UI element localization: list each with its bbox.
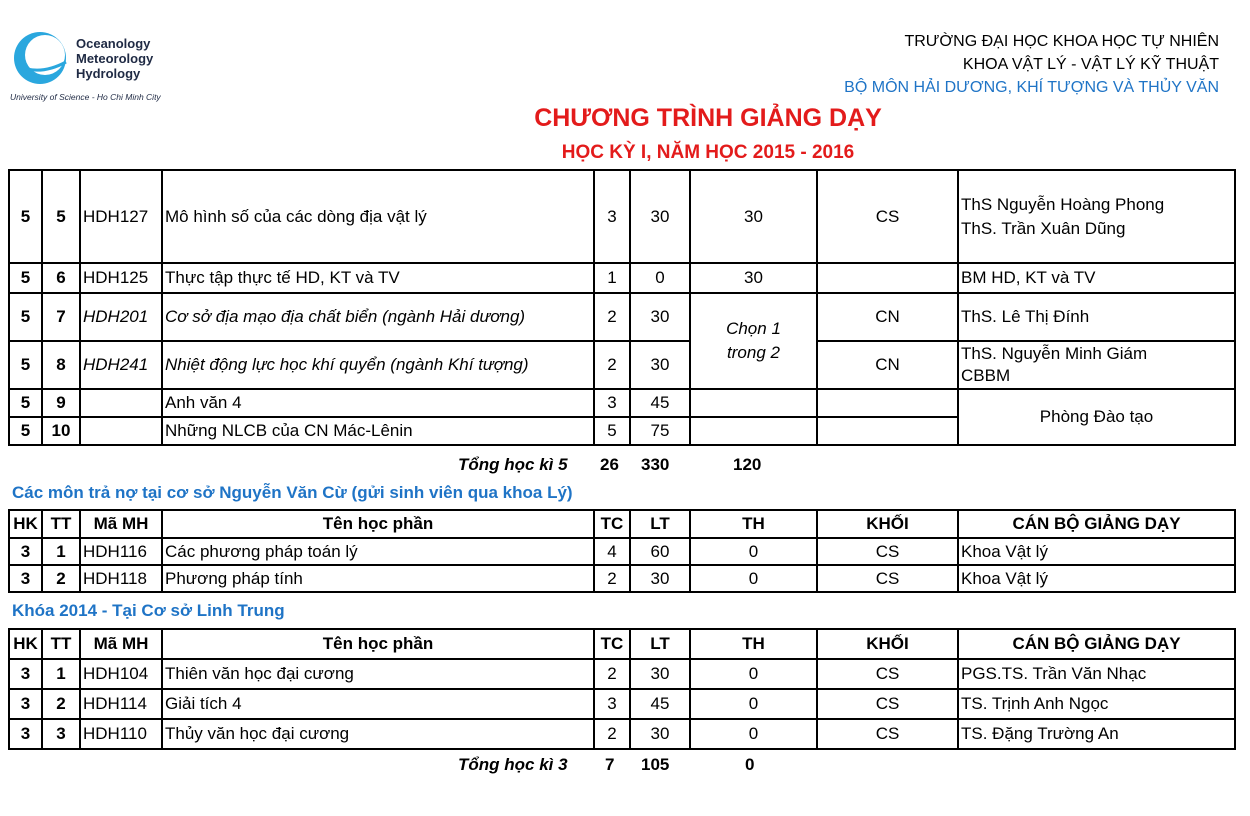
khoi-cell: CS — [817, 689, 958, 719]
hk-cell: 3 — [9, 659, 42, 689]
cohort-2014-table — [8, 628, 1236, 750]
header-tt: TT — [42, 510, 80, 538]
code-cell: HDH116 — [80, 538, 162, 565]
logo-wave-icon — [10, 28, 74, 92]
total-tc: 7 — [605, 755, 615, 774]
tc-cell: 3 — [594, 689, 630, 719]
lecturer-cell: PGS.TS. Trần Văn Nhạc — [958, 659, 1235, 689]
tt-cell: 2 — [42, 689, 80, 719]
course-name-cell: Anh văn 4 — [162, 389, 594, 417]
tc-cell: 2 — [594, 565, 630, 592]
hk-cell: 5 — [9, 389, 42, 417]
tt-cell: 2 — [42, 565, 80, 592]
th-cell — [690, 389, 817, 417]
khoi-cell — [817, 417, 958, 445]
th-cell — [690, 417, 817, 445]
code-cell: HDH118 — [80, 565, 162, 592]
tt-cell: 1 — [42, 538, 80, 565]
tc-cell: 1 — [594, 263, 630, 293]
lecturer-cell: Khoa Vật lý — [958, 565, 1235, 592]
lt-cell: 75 — [630, 417, 690, 445]
logo-line-1: Oceanology — [76, 36, 151, 51]
khoi-cell: CS — [817, 565, 958, 592]
code-cell: HDH110 — [80, 719, 162, 749]
table-row — [9, 170, 1235, 263]
header-hk: HK — [9, 510, 42, 538]
table-row — [9, 341, 1235, 389]
th-cell: 0 — [690, 538, 817, 565]
table-row — [9, 389, 1235, 417]
tt-cell: 1 — [42, 659, 80, 689]
total-label: Tổng học kì 3 — [458, 755, 568, 774]
tt-cell: 7 — [42, 293, 80, 341]
logo-line-3: Hydrology — [76, 66, 141, 81]
lt-cell: 30 — [630, 170, 690, 263]
lecturer-cell: ThS. Lê Thị Đính — [958, 293, 1235, 341]
table-row — [9, 293, 1235, 341]
course-name-cell: Thủy văn học đại cương — [162, 719, 594, 749]
header-hk: HK — [9, 629, 42, 659]
th-cell: 0 — [690, 659, 817, 689]
department-name: BỘ MÔN HẢI DƯƠNG, KHÍ TƯỢNG VÀ THỦY VĂN — [844, 79, 1219, 96]
lt-cell: 30 — [630, 565, 690, 592]
tt-cell: 3 — [42, 719, 80, 749]
th-cell: 0 — [690, 689, 817, 719]
lt-cell: 30 — [630, 719, 690, 749]
header-khoi: KHỐI — [817, 629, 958, 659]
total-th: 0 — [745, 755, 755, 774]
khoi-cell: CS — [817, 170, 958, 263]
table-row — [9, 659, 1235, 689]
tc-cell: 3 — [594, 170, 630, 263]
course-name-cell: Thực tập thực tế HD, KT và TV — [162, 263, 594, 293]
retake-courses-table — [8, 509, 1236, 593]
hk-cell: 5 — [9, 417, 42, 445]
khoi-cell: CS — [817, 659, 958, 689]
logo-line-2: Meteorology — [76, 51, 154, 66]
header-lecturer: CÁN BỘ GIẢNG DẠY — [958, 510, 1235, 538]
tt-cell: 9 — [42, 389, 80, 417]
page-title: CHƯƠNG TRÌNH GIẢNG DẠY — [534, 104, 882, 132]
tt-cell: 8 — [42, 341, 80, 389]
course-name-cell: Những NLCB của CN Mác-Lênin — [162, 417, 594, 445]
course-name-cell: Cơ sở địa mạo địa chất biển (ngành Hải dương) — [162, 293, 594, 341]
tc-cell: 2 — [594, 719, 630, 749]
code-cell: HDH201 — [80, 293, 162, 341]
total-lt: 105 — [641, 755, 670, 774]
hk-cell: 5 — [9, 293, 42, 341]
header-tc: TC — [594, 510, 630, 538]
course-name-cell: Nhiệt động lực học khí quyển (ngành Khí tượng) — [162, 341, 594, 389]
header-lt: LT — [630, 510, 690, 538]
department-logo — [10, 28, 200, 108]
course-name-cell: Giải tích 4 — [162, 689, 594, 719]
university-name: TRƯỜNG ĐẠI HỌC KHOA HỌC TỰ NHIÊN — [904, 33, 1219, 50]
header-lecturer: CÁN BỘ GIẢNG DẠY — [958, 629, 1235, 659]
table-row — [9, 689, 1235, 719]
header-name: Tên học phần — [162, 510, 594, 538]
code-cell: HDH241 — [80, 341, 162, 389]
header-code: Mã MH — [80, 510, 162, 538]
code-cell — [80, 417, 162, 445]
header-khoi: KHỐI — [817, 510, 958, 538]
header-name: Tên học phần — [162, 629, 594, 659]
lt-cell: 30 — [630, 341, 690, 389]
lt-cell: 0 — [630, 263, 690, 293]
th-cell: 0 — [690, 719, 817, 749]
code-cell: HDH125 — [80, 263, 162, 293]
office-cell: Phòng Đào tạo — [958, 389, 1235, 445]
lecturer-cell: ThS Nguyễn Hoàng Phong ThS. Trần Xuân Dũng — [958, 170, 1235, 263]
th-cell: 0 — [690, 565, 817, 592]
table-header-row — [9, 629, 1235, 659]
tt-cell: 5 — [42, 170, 80, 263]
code-cell — [80, 389, 162, 417]
hk-cell: 3 — [9, 719, 42, 749]
elective-note-cell: Chọn 1 trong 2 — [690, 293, 817, 389]
hk-cell: 3 — [9, 565, 42, 592]
tc-cell: 3 — [594, 389, 630, 417]
header-th: TH — [690, 629, 817, 659]
total-tc: 26 — [600, 455, 619, 474]
tc-cell: 2 — [594, 659, 630, 689]
course-name-cell: Thiên văn học đại cương — [162, 659, 594, 689]
header-code: Mã MH — [80, 629, 162, 659]
table-row — [9, 263, 1235, 293]
tc-cell: 2 — [594, 341, 630, 389]
total-lt: 330 — [641, 455, 670, 474]
header-th: TH — [690, 510, 817, 538]
total-th: 120 — [733, 455, 762, 474]
logo-subtitle: University of Science - Ho Chi Minh City — [10, 92, 161, 102]
code-cell: HDH114 — [80, 689, 162, 719]
tc-cell: 4 — [594, 538, 630, 565]
section-title-nvc: Các môn trả nợ tại cơ sở Nguyễn Văn Cừ (gửi sinh viên qua khoa Lý) — [12, 483, 573, 502]
tt-cell: 6 — [42, 263, 80, 293]
hk-cell: 3 — [9, 689, 42, 719]
table-row — [9, 719, 1235, 749]
page-subtitle: HỌC KỲ I, NĂM HỌC 2015 - 2016 — [561, 142, 855, 163]
section-title-linh-trung: Khóa 2014 - Tại Cơ sở Linh Trung — [12, 601, 285, 620]
lt-cell: 60 — [630, 538, 690, 565]
th-cell: 30 — [690, 170, 817, 263]
semester-5-table — [8, 169, 1236, 446]
tc-cell: 2 — [594, 293, 630, 341]
th-cell: 30 — [690, 263, 817, 293]
lt-cell: 30 — [630, 293, 690, 341]
table-row — [9, 538, 1235, 565]
lt-cell: 45 — [630, 389, 690, 417]
hk-cell: 3 — [9, 538, 42, 565]
semester-5-total — [0, 455, 1250, 477]
khoi-cell: CN — [817, 341, 958, 389]
header-lt: LT — [630, 629, 690, 659]
lt-cell: 30 — [630, 659, 690, 689]
header-tc: TC — [594, 629, 630, 659]
tt-cell: 10 — [42, 417, 80, 445]
lecturer-cell: TS. Trịnh Anh Ngọc — [958, 689, 1235, 719]
khoi-cell: CS — [817, 538, 958, 565]
faculty-name: KHOA VẬT LÝ - VẬT LÝ KỸ THUẬT — [962, 56, 1219, 73]
khoi-cell: CS — [817, 719, 958, 749]
hk-cell: 5 — [9, 263, 42, 293]
khoi-cell — [817, 389, 958, 417]
table-row — [9, 565, 1235, 592]
course-name-cell: Các phương pháp toán lý — [162, 538, 594, 565]
header-tt: TT — [42, 629, 80, 659]
khoi-cell: CN — [817, 293, 958, 341]
lecturer-cell: TS. Đặng Trường An — [958, 719, 1235, 749]
lecturer-cell: BM HD, KT và TV — [958, 263, 1235, 293]
code-cell: HDH104 — [80, 659, 162, 689]
tc-cell: 5 — [594, 417, 630, 445]
lecturer-cell: ThS. Nguyễn Minh Giám CBBM — [958, 341, 1235, 389]
semester-3-total — [0, 755, 1250, 777]
table-header-row — [9, 510, 1235, 538]
hk-cell: 5 — [9, 341, 42, 389]
hk-cell: 5 — [9, 170, 42, 263]
lecturer-cell: Khoa Vật lý — [958, 538, 1235, 565]
course-name-cell: Phương pháp tính — [162, 565, 594, 592]
code-cell: HDH127 — [80, 170, 162, 263]
khoi-cell — [817, 263, 958, 293]
total-label: Tổng học kì 5 — [458, 455, 568, 474]
lt-cell: 45 — [630, 689, 690, 719]
course-name-cell: Mô hình số của các dòng địa vật lý — [162, 170, 594, 263]
